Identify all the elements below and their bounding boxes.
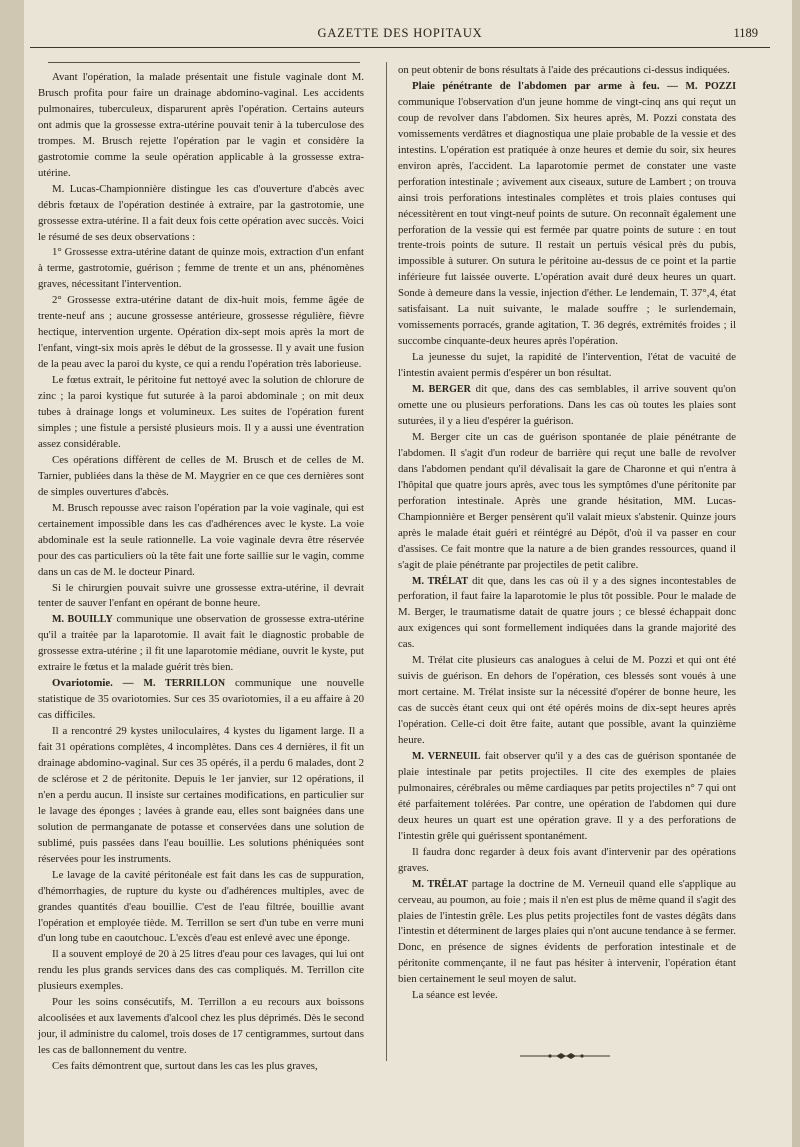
paragraph: Pour les soins consécutifs, M. Terrillon a eu recours aux boissons alcoolisées et aux lavements d'alcool chez les plus déprimés. Dès le second jour, il administre du calomel, trois doses de 17 centigrammes, surtout dans les cas de ballonnement du ventre. <box>38 996 364 1057</box>
speaker-name: M. TRÉLAT <box>412 575 469 587</box>
paragraph-text: communique l'observation d'un jeune homme de vingt-cinq ans qui reçut un coup de revolver dans l'abdomen. Six heures après, M. Pozzi constata des vomissements verdâtres et diagnostiqua une plaie probable de la vessie et des intestins. L'opération est pratiquée à onze heures et demie du soir, six heures environ après, l'accident. La laparotomie permet de constater une vaste perforation intestinale ; avivement aux ciseaux, suture de Lambert ; on trouva ainsi trois perforations intestinales complètes et trois plaies contuses qui nécessitèrent en tout vingt-neuf points de suture. On reconnaît également une perforation de la vessie qui est fermée par quatre points de suture : en tout trente-trois points de suture. Il restait un pertuis vésical près du pubis, impossible à suturer. On sutura le péritoine au-dessus de ce point et la partie inférieure fut laissée ouverte. L'opération avait duré deux heures un quart. Sonde à demeure dans la vessie, injection d'éther. Le lendemain, T. 37°,4, état satisfaisant. La nuit suivante, le malade souffre ; le surlendemain, vomissements porracés, grande agitation, T. 36 degrés, extrémités froides ; il succombe cinquante-deux heures après l'opération. <box>398 95 736 348</box>
end-ornament <box>520 1052 610 1060</box>
journal-title: GAZETTE DES HOPITAUX <box>317 26 483 40</box>
right-column <box>398 63 736 1004</box>
paragraph <box>398 382 736 430</box>
speaker-name: M. BOUILLY <box>52 614 113 626</box>
page-edge <box>792 0 800 1147</box>
paragraph-text: dit que, dans les cas où il y a des signes incontestables de perforation, il faut faire la laparotomie le plus tôt possible. Pour le malade de M. Berger, le traumatisme datait de quatre jours ; ce blessé échappait donc aux exigences qui sont formellement indiquées dans la grande majorité des cas. <box>398 574 737 651</box>
paragraph: M. Lucas-Championnière distingue les cas d'ouverture d'abcès avec débris fœtaux de l'opération destinée à extraire, par la gastrotomie, une grossesse extra-utérine. Il a fait deux fois cette opération avec succès. Voici le résumé de ses deux observations : <box>38 182 364 243</box>
paragraph: M. Trélat cite plusieurs cas analogues à celui de M. Pozzi et qui ont été suivis de guérison. En dehors de l'opération, ces blessés sont voués à une mort certaine. M. Trélat insiste sur la nécessité d'opérer de bonne heure, les cas de succès étant ceux qui ont été opérés moins de dix-sept heures après l'opération. Celle-ci doit être faite, autant que possible, avant la quinzième heure. <box>398 654 736 747</box>
paragraph-text: communique une observation de grossesse extra-utérine qu'il a traitée par la laparotomie. Il avait fait le diagnostic probable de grossesse extra-utérine ; il fit une laparotomie médiane, ouvrit le kyste, put extraire le fœtus et la malade guérit très bien. <box>38 613 364 674</box>
paragraph-text: partage la doctrine de M. Verneuil quand elle s'applique au cerveau, au poumon, au foie ; mais il n'en est plus de même quand il s'agit des plaies de l'intestin grêle. Les plus petits projectiles font de vastes dégâts dans l'intestin et déterminent de larges plaies qui n'ont aucune tendance à se fermer. Donc, en présence de signes évidents de perforation intestinale et de péritonite commençante, il ne faut pas hésiter à intervenir, l'opération étant bien certainement le seul moyen de salut. <box>398 877 736 986</box>
paragraph: Le fœtus extrait, le péritoine fut nettoyé avec la solution de chlorure de zinc ; la paroi kystique fut suturée à la paroi abdominale ; on mit deux tubes à drainage longs et volumineux. Les suites de l'opération furent simples ; une fistule a persisté plusieurs mois. Il y a aussi une éventration assez considérable. <box>38 374 364 450</box>
header-subrule <box>48 62 360 63</box>
paragraph: Ces opérations diffèrent de celles de M. Brusch et de celles de M. Tarnier, publiées dans la thèse de M. Maygrier en ce que ces dernières sont de simples ouvertures d'abcès. <box>38 453 364 498</box>
paragraph-text: on peut obtenir de bons résultats à l'aide des précautions ci-dessus indiquées. <box>398 64 730 76</box>
binding-margin <box>0 0 24 1147</box>
paragraph <box>38 676 364 724</box>
paragraph: Le lavage de la cavité péritonéale est fait dans les cas de suppuration, d'hémorrhagies, de rupture du kyste ou d'adhérences multiples, avec de grandes quantités d'eau bouillie. C'est de l'eau filtrée, bouillie avant l'opération et employée tiède. M. Terrillon se sert d'un tube en verre muni d'un long tube en caoutchouc. L'excès d'eau est enlevé avec une éponge. <box>38 868 364 945</box>
section-heading: Ovariotomie. — <box>52 677 144 690</box>
paragraph: La jeunesse du sujet, la rapidité de l'intervention, l'état de vacuité de l'intestin avaient permis d'espérer un bon résultat. <box>398 351 736 380</box>
paragraph <box>398 877 736 989</box>
paragraph <box>398 79 736 350</box>
paragraph <box>398 749 736 845</box>
paragraph: M. Berger cite un cas de guérison spontanée de plaie pénétrante de l'abdomen. Il s'agit d'un rodeur de barrière qui reçut une balle de revolver dans l'abdomen pendant qu'il dévalisait la gare de Charonne et qui n'entra à l'hôpital que quatre jours après, avec tous les symptômes d'une péritonite par perforation intestinale. Après une grande hésitation, MM. Lucas-Championnière et Berger pensèrent qu'il valait mieux s'abstenir. Quinze jours après le malade était guéri et réintégré au Dépôt, d'où il va passer en cour d'assises. Ce fait montre que la nature a de bien grandes ressources, quand il s'agit de plaie pénétrante par projectiles de petit calibre. <box>398 430 736 571</box>
paragraph-text: dit que, dans des cas semblables, il arrive souvent qu'on omette une ou plusieurs perforations. Dans les cas où toutes les plaies sont suturées, il y a lieu d'espérer la guérison. <box>398 383 736 427</box>
column-divider <box>386 62 387 1061</box>
paragraph: 1° Grossesse extra-utérine datant de quinze mois, extraction d'un enfant à terme, gastrotomie, guérison ; femme de trente et un ans, phénomènes graves, nécessitant l'intervention. <box>38 246 364 291</box>
paragraph <box>398 574 736 654</box>
paragraph-text: communique une nouvelle statistique de 35 ovariotomies. Sur ces 35 ovariotomies, il a eu affaire à 20 cas difficiles. <box>38 677 364 722</box>
paragraph <box>38 612 364 676</box>
paragraph: Avant l'opération, la malade présentait une fistule vaginale dont M. Brusch profita pour faire un drainage abdomino-vaginal. Les accidents pulmonaires, tuberculeux, disparurent après l'opération. Certains auteurs ont admis que la grossesse extra-utérine pouvait tenir à la tuberculose des trompes. M. Brusch rejette l'opération par le vagin et considère la gastrotomie comme la seule opération applicable à la grossesse extra-utérine. <box>38 71 364 179</box>
paragraph: Ces faits démontrent que, surtout dans les cas les plus graves, <box>52 1060 318 1073</box>
running-header <box>30 20 770 44</box>
paragraph: Il a rencontré 29 kystes uniloculaires, 4 kystes du ligament large. Il a fait 31 opérations complètes, 4 incomplètes. Dans ces 4 dernières, il fit un drainage abdomino-vaginal. Sur ces 35 opérés, il a perdu 6 malades, dont 2 de sclérose et 2 de péritonite. Depuis le 1er janvier, sur 12 opérations, il n'en a perdu aucun. Il insiste sur certaines modifications, en particulier sur le lavage des éponges ; lavées à grande eau, elles sont baignées dans une solution de permanganate de potasse et conservées dans une solution de sublimé, puis passées dans l'eau bouillie. Les solutions phéniquées sont réservées pour les instruments. <box>38 725 364 865</box>
paragraph: 2° Grossesse extra-utérine datant de dix-huit mois, femme âgée de trente-neuf ans ; aucune grossesse antérieure, grossesse régulière, fièvre hectique, intervention urgente. Opération dix-sept mois après la mort de l'enfant, vingt-six mois après le début de la grossesse. Il y avait une fusion de la peau avec la paroi du kyste, ce qui a rendu l'opération très laborieuse. <box>38 294 364 371</box>
paragraph: Il faudra donc regarder à deux fois avant d'intervenir par des opérations graves. <box>398 845 736 874</box>
paragraph: Il a souvent employé de 20 à 25 litres d'eau pour ces lavages, qui lui ont rendu les plus grands services dans des cas compliqués. M. Terrillon cite plusieurs exemples. <box>38 948 364 993</box>
speaker-name: M. TERRILLON <box>143 678 226 690</box>
speaker-name: M. VERNEUIL <box>412 750 481 762</box>
left-column <box>38 70 364 1075</box>
section-heading: Plaie pénétrante de l'abdomen par arme à feu. — <box>412 79 686 92</box>
speaker-name: M. POZZI <box>685 80 736 92</box>
header-rule <box>30 47 770 48</box>
paragraph <box>398 63 736 79</box>
speaker-name: M. TRÉLAT <box>412 878 468 890</box>
page-number: 1189 <box>733 26 758 40</box>
paragraph: Si le chirurgien pouvait suivre une grossesse extra-utérine, il devrait tenter de sauver l'enfant en opérant de bonne heure. <box>38 581 364 610</box>
paragraph-text: fait observer qu'il y a des cas de guérison spontanée de plaie intestinale par petits projectiles. Il cite des exemples de plaies pulmonaires, cérébrales ou même cardiaques par petits projectiles n° 7 qui ont été parfaitement tolérées. Par contre, une opération de l'abdomen qui dure deux heures un quart est une opération grave. Il y a des perforations de l'intestin grêle qui guérissent spontanément. <box>398 749 737 842</box>
speaker-name: M. BERGER <box>412 384 471 396</box>
paragraph: La séance est levée. <box>412 989 498 1002</box>
paragraph: M. Brusch repousse avec raison l'opération par la voie vaginale, qui est certainement impossible dans les cas d'adhérences avec le kyste. La voie abdominale est la seule rationnelle. La voie vaginale devra être réservée pour des cas particuliers où la tête fait une forte saillie sur le vagin, comme dans un cas de M. le docteur Pinard. <box>38 501 364 578</box>
